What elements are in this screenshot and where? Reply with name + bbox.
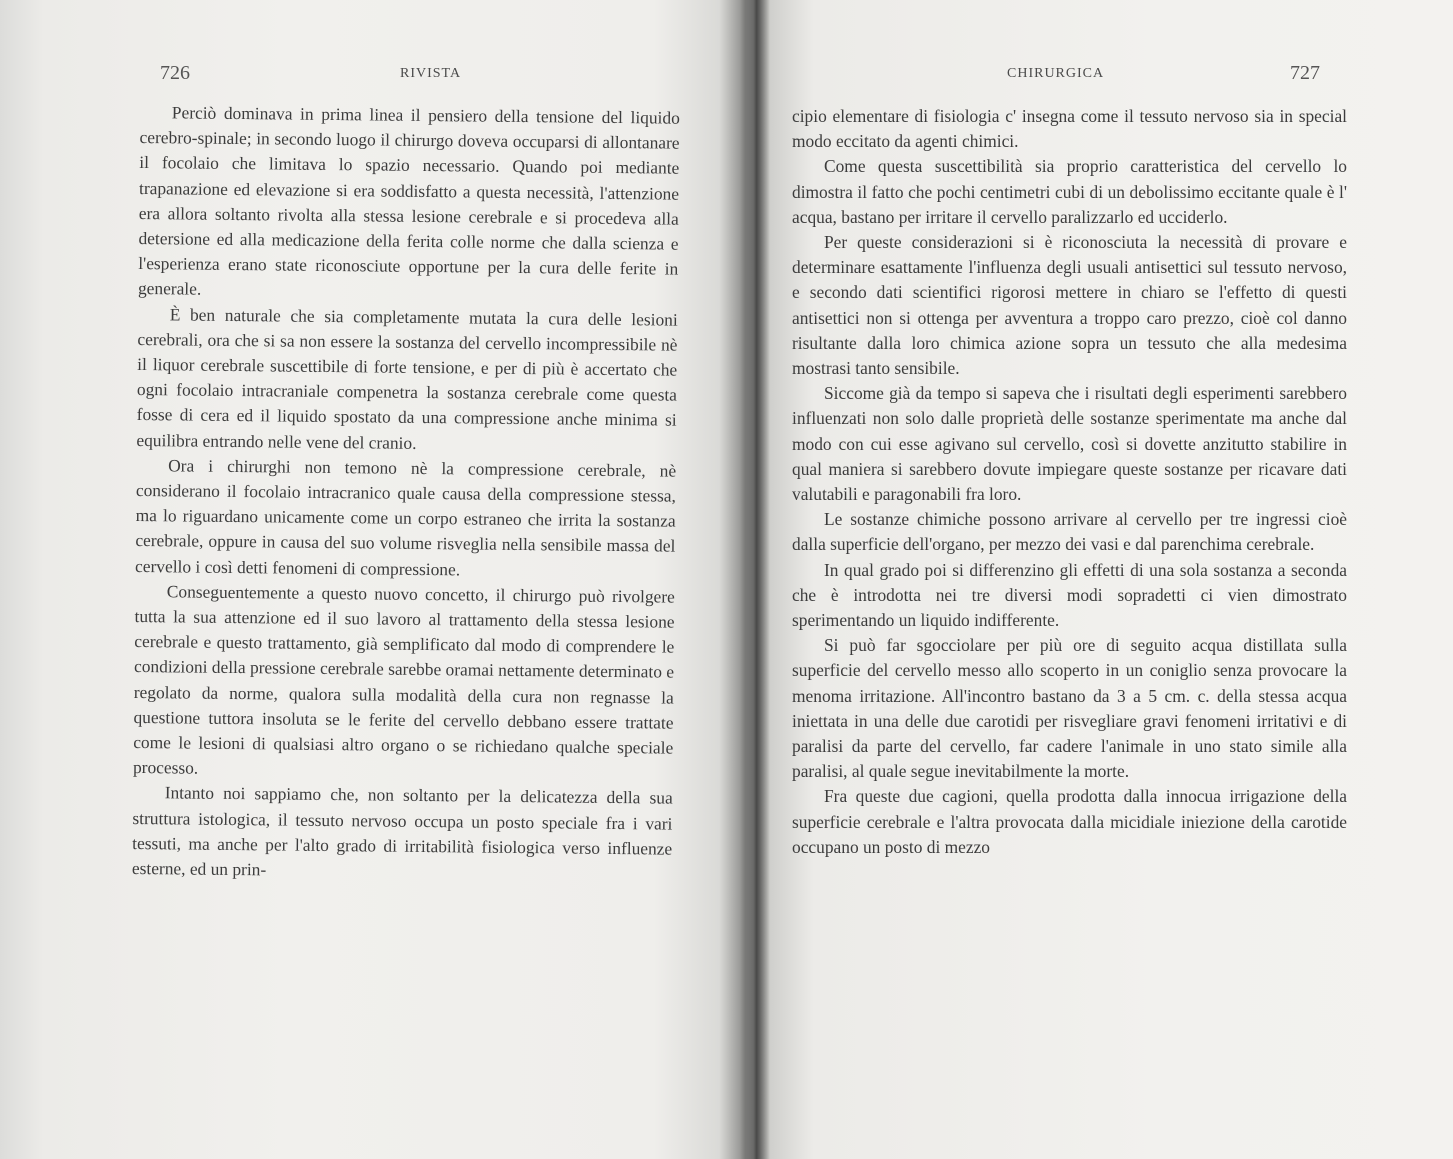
paragraph: Le sostanze chimiche possono arrivare al cervello per tre ingressi cioè dalla superficie dell'organo, per mezzo dei vasi e dal parenchima cerebrale. xyxy=(792,509,1347,555)
paragraph: Ora i chirurghi non temono nè la compressione cerebrale, nè considerano il focolaio intracranico quale causa della compressione stessa, ma lo riguardano unicamente come un corpo estraneo che irrita la sostanza cerebrale, oppure in causa del suo volume risveglia nella sensibile massa del cervello i così detti fenomeni di compressione. xyxy=(135,455,677,580)
paragraph: Siccome già da tempo si sapeva che i risultati degli esperimenti sarebbero influenzati non solo dalle proprietà delle sostanze sperimentate ma anche dal modo con cui esse agivano sul cervello, così si dovette anzitutto stabilire in qual maniera si sarebbero dovute impiegare queste sostanze per ricavare dati valutabili e paragonabili fra loro. xyxy=(792,383,1347,505)
paragraph: Per queste considerazioni si è riconosciuta la necessità di provare e determinare esattamente l'influenza degli usuali antisettici sul tessuto nervoso, e secondo dati scientifici rigorosi mettere in chiaro se l'effetto di questi antisettici non si ottenga per avventura a troppo caro prezzo, cioè col danno risultante dalla loro chimica azione sopra un tessuto che alla medesima mostrasi tanto sensibile. xyxy=(792,232,1347,379)
page-body xyxy=(132,100,680,887)
paragraph: Si può far sgocciolare per più ore di seguito acqua distillata sulla superficie del cervello messo allo scoperto in un coniglio senza provocare la menoma irritazione. All'incontro bastano da 3 a 5 cm. c. della stessa acqua iniettata in una delle due carotidi per risvegliare gravi fenomeni irritativi e di paralisi da parte del cervello, far cadere l'animale in uno stato simile alla paralisi, al quale segue inevitabilmente la morte. xyxy=(792,635,1347,782)
book-gutter xyxy=(740,0,770,1159)
paragraph: Intanto noi sappiamo che, non soltanto per la delicatezza della sua struttura istologica, il tessuto nervoso occupa un posto speciale fra i vari tessuti, ma anche per l'alto grado di irritabilità fisiologica verso influenze esterne, ed un prin- xyxy=(131,782,673,880)
paragraph: Perciò dominava in prima linea il pensiero della tensione del liquido cerebro-spinale; in secondo luogo il chirurgo doveva occuparsi di allontanare il focolaio che limitava lo spazio necessario. Quando poi mediante trapanazione ed elevazione si era soddisfatto a questa necessità, l'attenzione era allora soltanto rivolta alla stessa lesione cerebrale e si procedeva alla detersione ed alla medicazione della ferita colle norme che dalla scienza e l'esperienza erano state riconosciute opportune per la cura delle ferite in generale. xyxy=(137,102,680,300)
running-head: CHIRURGICA xyxy=(1007,66,1105,81)
paragraph: cipio elementare di fisiologia c' insegna come il tessuto nervoso sia in special modo eccitato da agenti chimici. xyxy=(792,106,1347,152)
page-number: 726 xyxy=(160,62,190,84)
paragraph: Come questa suscettibilità sia proprio caratteristica del cervello lo dimostra il fatto che pochi centimetri cubi di un debolissimo eccitante quale è l' acqua, bastano per irritare il cervello paralizzarlo ed ucciderlo. xyxy=(792,156,1347,227)
paragraph: È ben naturale che sia completamente mutata la cura delle lesioni cerebrali, ora che si sa non essere la sostanza del cervello incompressibile nè il liquor cerebrale suscettibile di forte tensione, e per di più è accertato che ogni focolaio intracraniale compenetra la sostanza cerebrale come questa fosse di cera ed il liquido spostato da una compressione anche minima si equilibra entrando nelle vene del cranio. xyxy=(136,303,678,453)
page-body xyxy=(792,104,1347,860)
paragraph: In qual grado poi si differenzino gli effetti di una sola sostanza a seconda che è introdotta nei tre diversi modi sopradetti ci vien dimostrato sperimentando un liquido indifferente. xyxy=(792,559,1347,631)
page-number: 727 xyxy=(1290,62,1320,84)
right-page xyxy=(770,0,1453,1159)
paragraph: Conseguentemente a questo nuovo concetto, il chirurgo può rivolgere tutta la sua attenzione ed il suo lavoro al trattamento della stessa lesione cerebrale e questo trattamento, già semplificato dal modo di comprendere le condizioni della pressione cerebrale sarebbe oramai nettamente determinato e regolato da norme, qualora sulla modalità della cura non regnasse la questione tuttora insoluta se le ferite del cervello debbano essere trattate come le lesioni di qualsiasi altro organo o se richiedano qualche speciale processo. xyxy=(132,581,675,778)
running-head: RIVISTA xyxy=(400,66,462,81)
paragraph: Fra queste due cagioni, quella prodotta dalla innocua irrigazione della superficie cerebrale e l'altra provocata dalla micidiale iniezione della carotide occupano un posto di mezzo xyxy=(792,786,1347,857)
